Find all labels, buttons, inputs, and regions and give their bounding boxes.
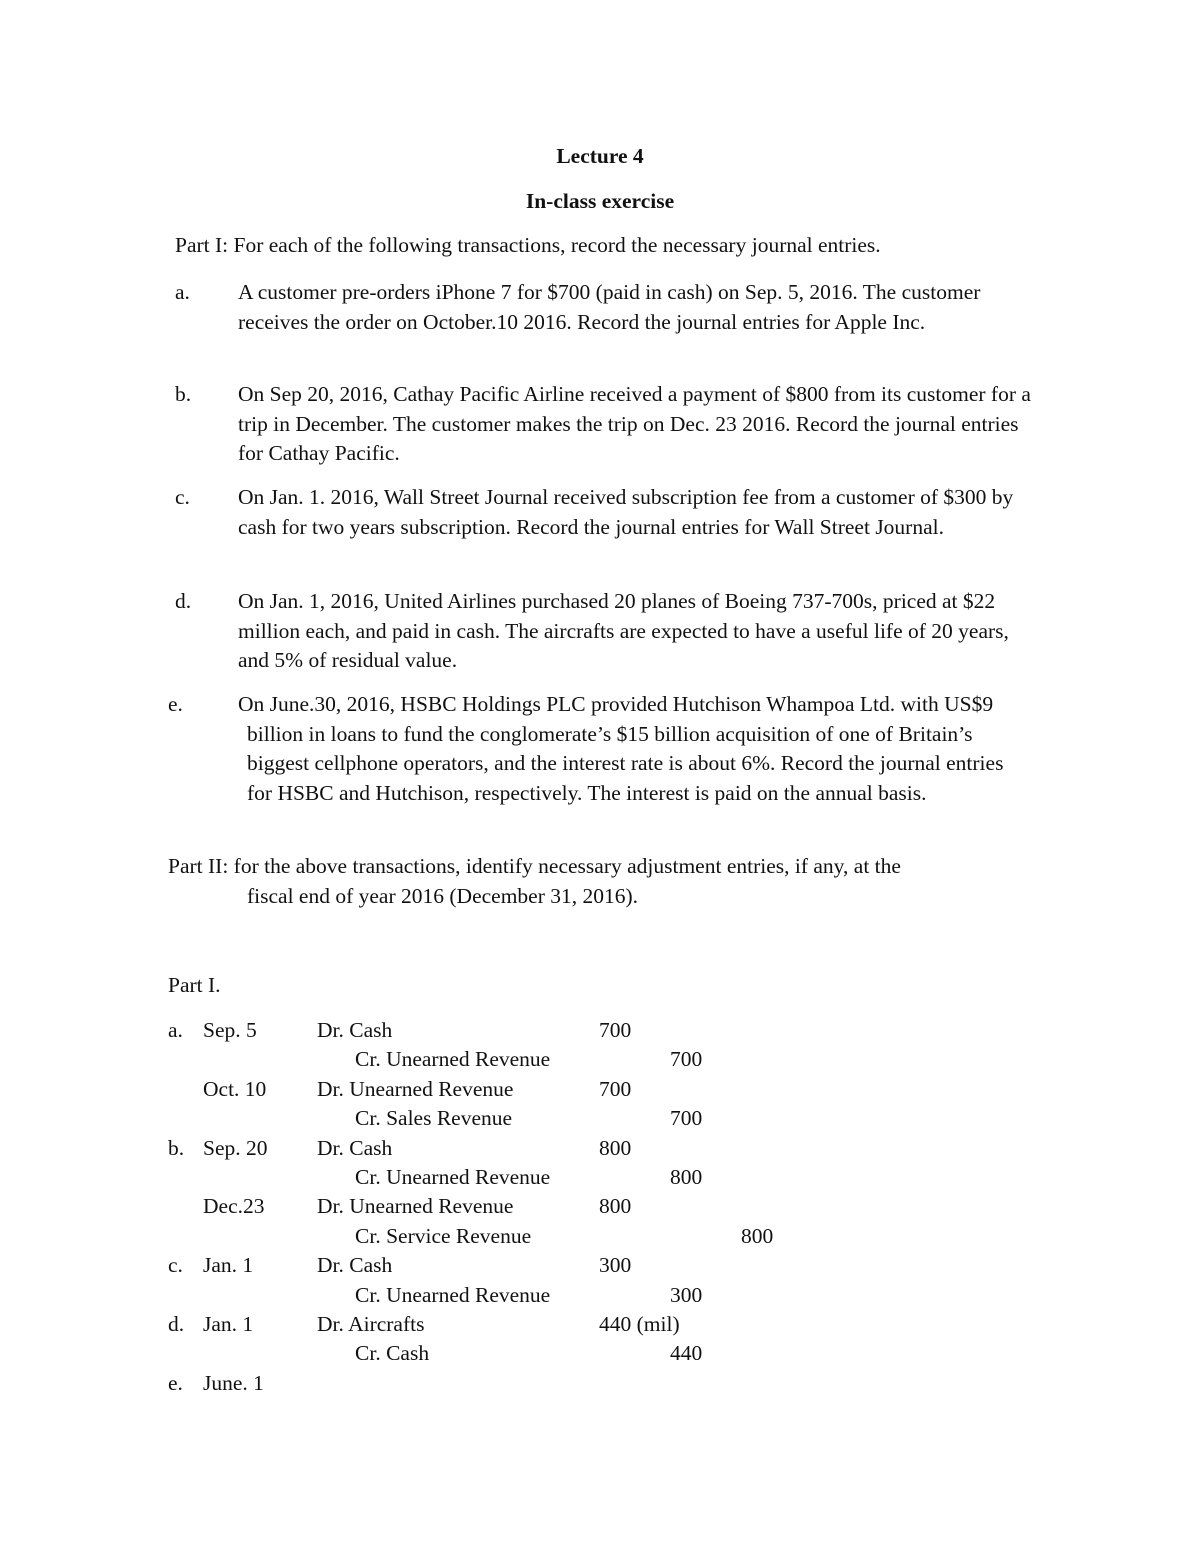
- part2-line2: fiscal end of year 2016 (December 31, 2016).: [247, 884, 639, 908]
- journal-account: Dr. Cash: [317, 1135, 393, 1160]
- page-subtitle: In-class exercise: [525, 189, 675, 213]
- journal-account: Cr. Unearned Revenue: [355, 1282, 551, 1307]
- journal-extra-amount: 800: [741, 1223, 774, 1248]
- journal-row: [0, 1222, 1200, 1251]
- journal-entry-letter: a.: [168, 1018, 183, 1042]
- journal-credit: 700: [670, 1047, 703, 1072]
- page-title: Lecture 4: [556, 144, 644, 168]
- question-letter-e: e.: [168, 692, 183, 716]
- answers-heading: Part I.: [168, 973, 221, 997]
- journal-entry-letter: b.: [168, 1135, 185, 1160]
- question-text-b: On Sep 20, 2016, Cathay Pacific Airline received a payment of $800 from its customer for a trip in December. The customer makes the trip on Dec. 23 2016. Record the journal entries for Cathay Pacific.: [238, 382, 1031, 465]
- question-letter-a: a.: [175, 280, 190, 304]
- question-text-c: On Jan. 1. 2016, Wall Street Journal received subscription fee from a customer of $300 by cash for two years subscription. Record the journal entries for Wall Street Journal.: [238, 485, 1014, 539]
- journal-account: Cr. Service Revenue: [355, 1223, 532, 1248]
- journal-row: [0, 1251, 1200, 1280]
- journal-row: [0, 1192, 1200, 1221]
- journal-credit: 800: [670, 1165, 703, 1189]
- journal-debit: 700: [599, 1076, 632, 1101]
- journal-date: Sep. 5: [203, 1018, 257, 1042]
- journal-date: Sep. 20: [203, 1135, 268, 1160]
- journal-entry-letter: c.: [168, 1253, 183, 1278]
- journal-account: Cr. Unearned Revenue: [355, 1165, 551, 1189]
- question-text-d: On Jan. 1, 2016, United Airlines purchased 20 planes of Boeing 737-700s, priced at $22 million each, and paid in cash. The aircrafts are expected to have a useful life of 20 years, and 5% of residual value.: [238, 589, 1009, 672]
- journal-account: Dr. Cash: [317, 1018, 393, 1042]
- journal-date: Oct. 10: [203, 1076, 267, 1101]
- journal-row: [0, 1016, 1200, 1045]
- journal-debit: 800: [599, 1194, 632, 1219]
- journal-debit: 700: [599, 1018, 632, 1042]
- journal-account: Dr. Aircrafts: [317, 1312, 425, 1336]
- journal-row: [0, 1045, 1200, 1074]
- journal-row: [0, 1369, 1200, 1398]
- journal-credit: 300: [670, 1282, 703, 1307]
- journal-row: [0, 1281, 1200, 1310]
- journal-debit: 440 (mil): [599, 1312, 680, 1336]
- journal-entry-letter: e.: [168, 1370, 183, 1395]
- journal-row: [0, 1104, 1200, 1133]
- question-letter-d: d.: [175, 589, 192, 613]
- journal-account: Cr. Cash: [355, 1341, 430, 1366]
- question-letter-b: b.: [175, 382, 192, 406]
- part2-line1: Part II: for the above transactions, identify necessary adjustment entries, if any, at the: [168, 854, 901, 878]
- question-text-a: A customer pre-orders iPhone 7 for $700 (paid in cash) on Sep. 5, 2016. The customer receives the order on October.10 2016. Record the journal entries for Apple Inc.: [238, 280, 981, 334]
- question-letter-c: c.: [175, 485, 190, 509]
- journal-date: Jan. 1: [203, 1312, 254, 1336]
- journal-row: [0, 1075, 1200, 1104]
- journal-account: Dr. Unearned Revenue: [317, 1194, 514, 1219]
- journal-row: [0, 1339, 1200, 1368]
- journal-debit: 800: [599, 1135, 632, 1160]
- question-text-e: [238, 690, 1028, 808]
- journal-row: [0, 1163, 1200, 1192]
- journal-account: Dr. Unearned Revenue: [317, 1076, 514, 1101]
- journal-date: Dec.23: [203, 1194, 265, 1219]
- part1-instruction: Part I: For each of the following transactions, record the necessary journal entries.: [175, 233, 881, 257]
- journal-entry-letter: d.: [168, 1312, 185, 1336]
- journal-date: Jan. 1: [203, 1253, 254, 1278]
- journal-account: Cr. Unearned Revenue: [355, 1047, 551, 1072]
- journal-account: Cr. Sales Revenue: [355, 1106, 513, 1131]
- journal-credit: 440: [670, 1341, 703, 1366]
- journal-debit: 300: [599, 1253, 632, 1278]
- journal-row: [0, 1134, 1200, 1163]
- question-text-e-body: On June.30, 2016, HSBC Holdings PLC provided Hutchison Whampoa Ltd. with US$9 billion in loans to fund the conglomerate’s $15 billion acquisition of one of Britain’s biggest cellphone operators, and the interest rate is about 6%. Record the journal entries for HSBC and Hutchison, respectively. The interest is paid on the annual basis.: [238, 692, 1004, 805]
- journal-credit: 700: [670, 1106, 703, 1131]
- journal-row: [0, 1310, 1200, 1339]
- journal-account: Dr. Cash: [317, 1253, 393, 1278]
- journal-date: June. 1: [203, 1370, 264, 1395]
